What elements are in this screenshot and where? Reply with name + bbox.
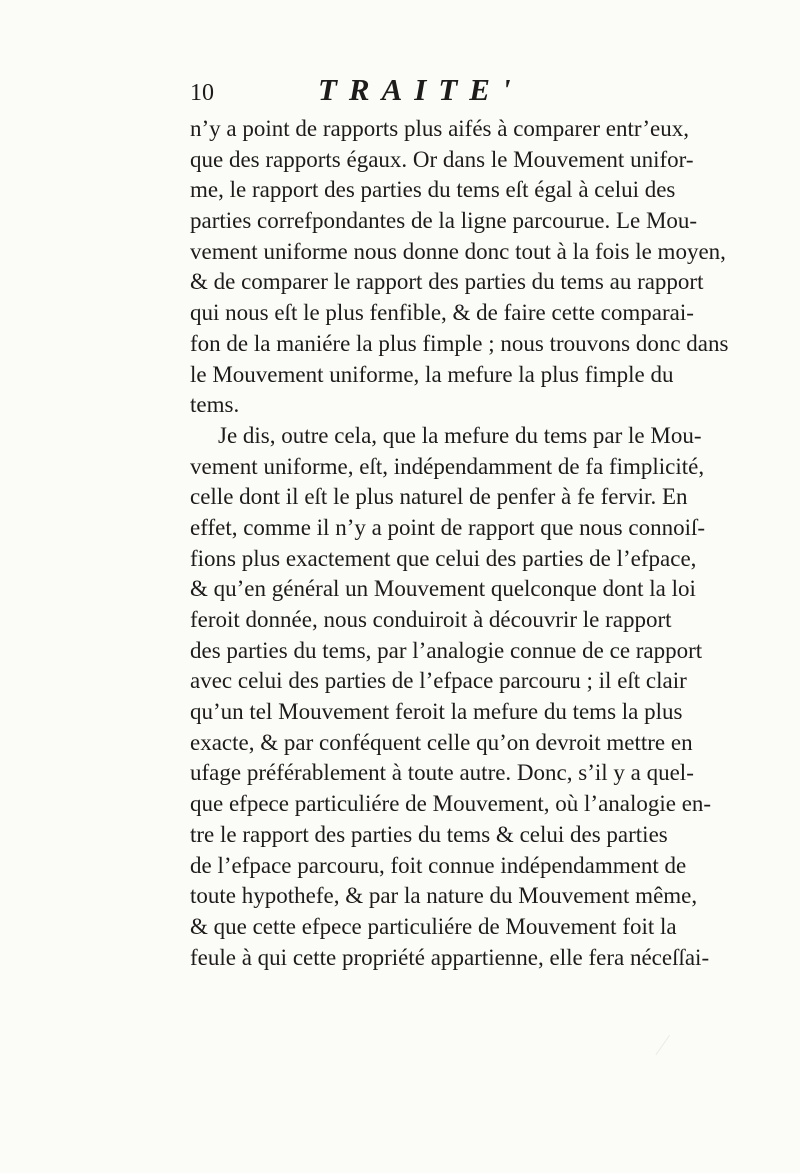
text-line-27: & que cette efpece particuliére de Mouvement foit la	[190, 913, 677, 939]
text-line-16: & qu’en général un Mouvement quelconque dont la loi	[190, 576, 696, 602]
running-title: TRAITE'	[318, 72, 523, 107]
text-line-22: ufage préférablement à toute autre. Donc, s’il y a quel-	[190, 760, 694, 786]
text-line-11: Je dis, outre cela, que la mefure du tems par le Mou-	[218, 422, 702, 448]
text-line-15: fions plus exactement que celui des parties de l’efpace,	[190, 545, 697, 571]
text-line-12: vement uniforme, eſt, indépendamment de fa fimplicité,	[190, 453, 705, 479]
page-header	[0, 72, 800, 112]
text-line-2: que des rapports égaux. Or dans le Mouvement unifor-	[190, 146, 694, 172]
text-line-26: toute hypothefe, & par la nature du Mouvement même,	[190, 883, 698, 909]
text-line-18: des parties du tems, par l’analogie connue de ce rapport	[190, 637, 703, 663]
text-line-23: que efpece particuliére de Mouvement, où l’analogie en-	[190, 791, 712, 817]
text-line-5: vement uniforme nous donne donc tout à la fois le moyen,	[190, 238, 726, 264]
page-number: 10	[190, 80, 214, 106]
text-line-3: me, le rapport des parties du tems eſt égal à celui des	[190, 177, 676, 203]
text-line-20: qu’un tel Mouvement feroit la mefure du tems la plus	[190, 699, 683, 725]
text-line-19: avec celui des parties de l’efpace parcouru ; il eſt clair	[190, 668, 687, 694]
text-line-8: fon de la maniére la plus fimple ; nous trouvons donc dans	[190, 330, 729, 356]
text-line-9: le Mouvement uniforme, la mefure la plus fimple du	[190, 361, 674, 387]
text-line-13: celle dont il eſt le plus naturel de penfer à fe fervir. En	[190, 484, 688, 510]
text-line-14: effet, comme il n’y a point de rapport que nous connoiſ-	[190, 514, 706, 540]
text-line-10: tems.	[190, 392, 240, 418]
text-line-7: qui nous eſt le plus fenfible, & de faire cette comparai-	[190, 300, 694, 326]
text-line-4: parties correfpondantes de la ligne parcourue. Le Mou-	[190, 208, 698, 234]
text-line-24: tre le rapport des parties du tems & celui des parties	[190, 821, 668, 847]
text-line-25: de l’efpace parcouru, foit connue indépendamment de	[190, 852, 687, 878]
text-line-21: exacte, & par conféquent celle qu’on devroit mettre en	[190, 729, 693, 755]
text-line-1: n’y a point de rapports plus aifés à comparer entr’eux,	[190, 116, 690, 141]
text-line-28: feule à qui cette propriété appartienne, elle fera néceſſai-	[190, 944, 710, 970]
text-line-17: feroit donnée, nous conduiroit à découvrir le rapport	[190, 607, 672, 632]
text-line-6: & de comparer le rapport des parties du tems au rapport	[190, 269, 704, 295]
body-text	[190, 114, 762, 1090]
